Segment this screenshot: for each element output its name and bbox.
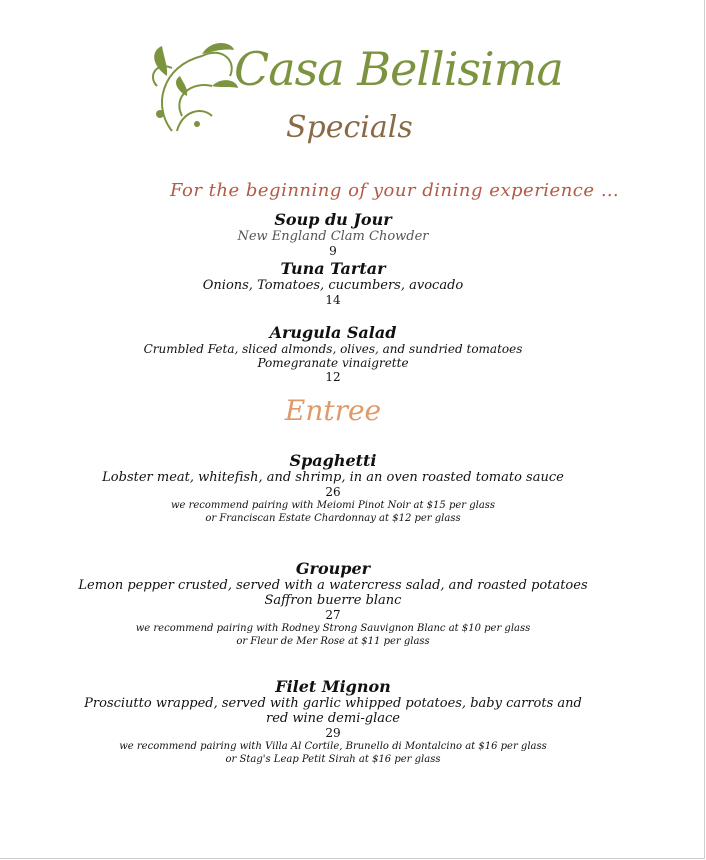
item-title: Grouper xyxy=(295,559,371,578)
wine-pairing: we recommend pairing with Villa Al Cortile, Brunello di Montalcino at $16 per glass xyxy=(119,741,547,752)
item-title: Tuna Tartar xyxy=(280,259,386,278)
item-desc: red wine demi-glace xyxy=(266,711,400,726)
menu-item-spaghetti xyxy=(0,452,666,525)
item-desc: Pomegranate vinaigrette xyxy=(257,356,409,370)
menu-item-arugula xyxy=(0,324,666,384)
item-price: 14 xyxy=(325,293,341,307)
item-desc: Prosciutto wrapped, served with garlic whipped potatoes, baby carrots and xyxy=(84,696,582,711)
menu-item-tuna xyxy=(0,260,666,307)
menu-item-filet xyxy=(0,678,666,766)
item-price: 12 xyxy=(325,370,341,384)
wine-pairing: we recommend pairing with Meiomi Pinot Noir at $15 per glass xyxy=(170,500,496,511)
item-title: Arugula Salad xyxy=(269,323,397,342)
item-desc: New England Clam Chowder xyxy=(237,229,429,244)
item-desc: Crumbled Feta, sliced almonds, olives, and sundried tomatoes xyxy=(143,342,523,356)
item-price: 26 xyxy=(325,485,341,499)
item-price: 9 xyxy=(329,244,337,258)
wine-pairing: we recommend pairing with Rodney Strong Sauvignon Blanc at $10 per glass xyxy=(135,623,531,634)
wine-pairing: or Franciscan Estate Chardonnay at $12 per glass xyxy=(205,513,461,524)
starters-heading: For the beginning of your dining experience … xyxy=(170,180,620,201)
item-title: Soup du Jour xyxy=(274,210,392,229)
menu-item-grouper xyxy=(0,560,666,648)
wine-pairing: or Stag's Leap Petit Sirah at $16 per glass xyxy=(225,754,441,765)
item-desc: Lobster meat, whitefish, and shrimp, in an oven roasted tomato sauce xyxy=(102,470,564,485)
logo xyxy=(142,36,562,156)
item-price: 29 xyxy=(325,726,341,740)
item-title: Spaghetti xyxy=(289,451,377,470)
item-price: 27 xyxy=(325,608,341,622)
item-desc: Saffron buerre blanc xyxy=(264,593,402,608)
wine-pairing: or Fleur de Mer Rose at $11 per glass xyxy=(236,636,430,647)
menu-item-soup xyxy=(0,211,666,258)
item-desc: Onions, Tomatoes, cucumbers, avocado xyxy=(202,278,464,293)
item-desc: Lemon pepper crusted, served with a watercress salad, and roasted potatoes xyxy=(78,578,588,593)
entree-heading: Entree xyxy=(284,394,382,427)
item-title: Filet Mignon xyxy=(275,677,391,696)
specials-subtitle: Specials xyxy=(286,110,413,145)
brand-name: Casa Bellisima xyxy=(234,42,563,96)
